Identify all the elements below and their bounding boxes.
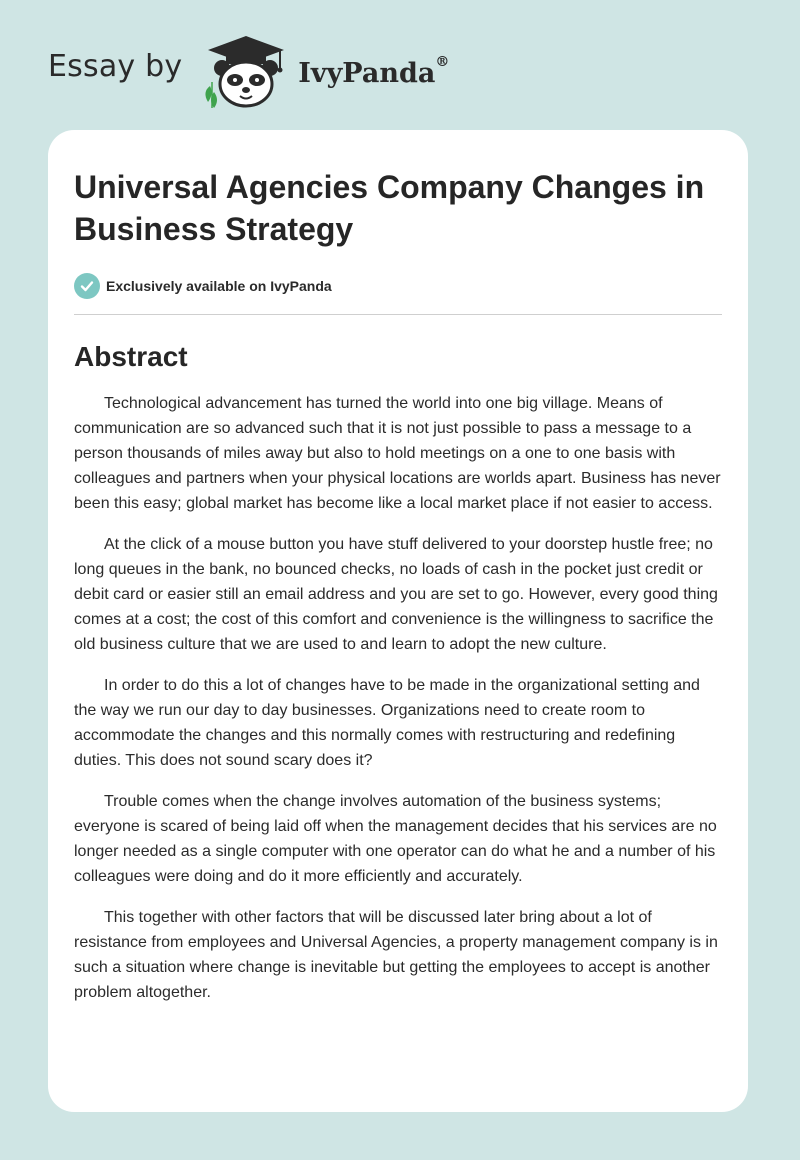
brand-name[interactable]: IvyPanda® <box>298 53 450 89</box>
essay-by-label: Essay by <box>48 48 183 84</box>
paragraph: In order to do this a lot of changes have to be made in the organizational setting and the way we run our day to day businesses. Organizations need to create room to accommodate the changes and this normally comes with restructuring and redefining duties. This does not sound scary does it? <box>74 677 700 769</box>
registered-mark: ® <box>435 53 450 70</box>
site-header <box>48 30 449 110</box>
page-title: Universal Agencies Company Changes in Business Strategy <box>74 169 705 247</box>
section-heading: Abstract <box>74 341 188 372</box>
check-circle-icon <box>74 273 100 299</box>
exclusive-badge-label: Exclusively available on IvyPanda <box>106 278 332 294</box>
paragraph: Trouble comes when the change involves automation of the business systems; everyone is scared of being laid off when the management decides that his services are no longer needed as a single computer with one operator can do what he and a number of his colleagues were doing and do it more efficiently and accurately. <box>74 793 717 885</box>
panda-graduation-cap-icon[interactable] <box>200 30 292 110</box>
essay-card <box>48 130 748 1112</box>
paragraph: Technological advancement has turned the world into one big village. Means of communication are so advanced such that it is not just possible to pass a message to a person thousands of miles away but also to hold meetings on a one to one basis with colleagues and partners when your physical locations are worlds apart. Business has never been this easy; global market has become like a local market place if not easier to access. <box>74 395 721 512</box>
paragraph: This together with other factors that will be discussed later bring about a lot of resistance from employees and Universal Agencies, a property management company is in such a situation where change is inevitable but getting the employees to accept is another problem altogether. <box>74 909 718 1001</box>
divider <box>74 314 722 315</box>
paragraph: At the click of a mouse button you have stuff delivered to your doorstep hustle free; no long queues in the bank, no bounced checks, no loads of cash in the pocket just credit or debit card or easier still an email address and you are set to go. However, every good thing comes at a cost; the cost of this comfort and convenience is the willingness to sacrifice the old business culture that we are used to and learn to adopt the new culture. <box>74 536 718 653</box>
exclusive-badge <box>74 272 722 300</box>
